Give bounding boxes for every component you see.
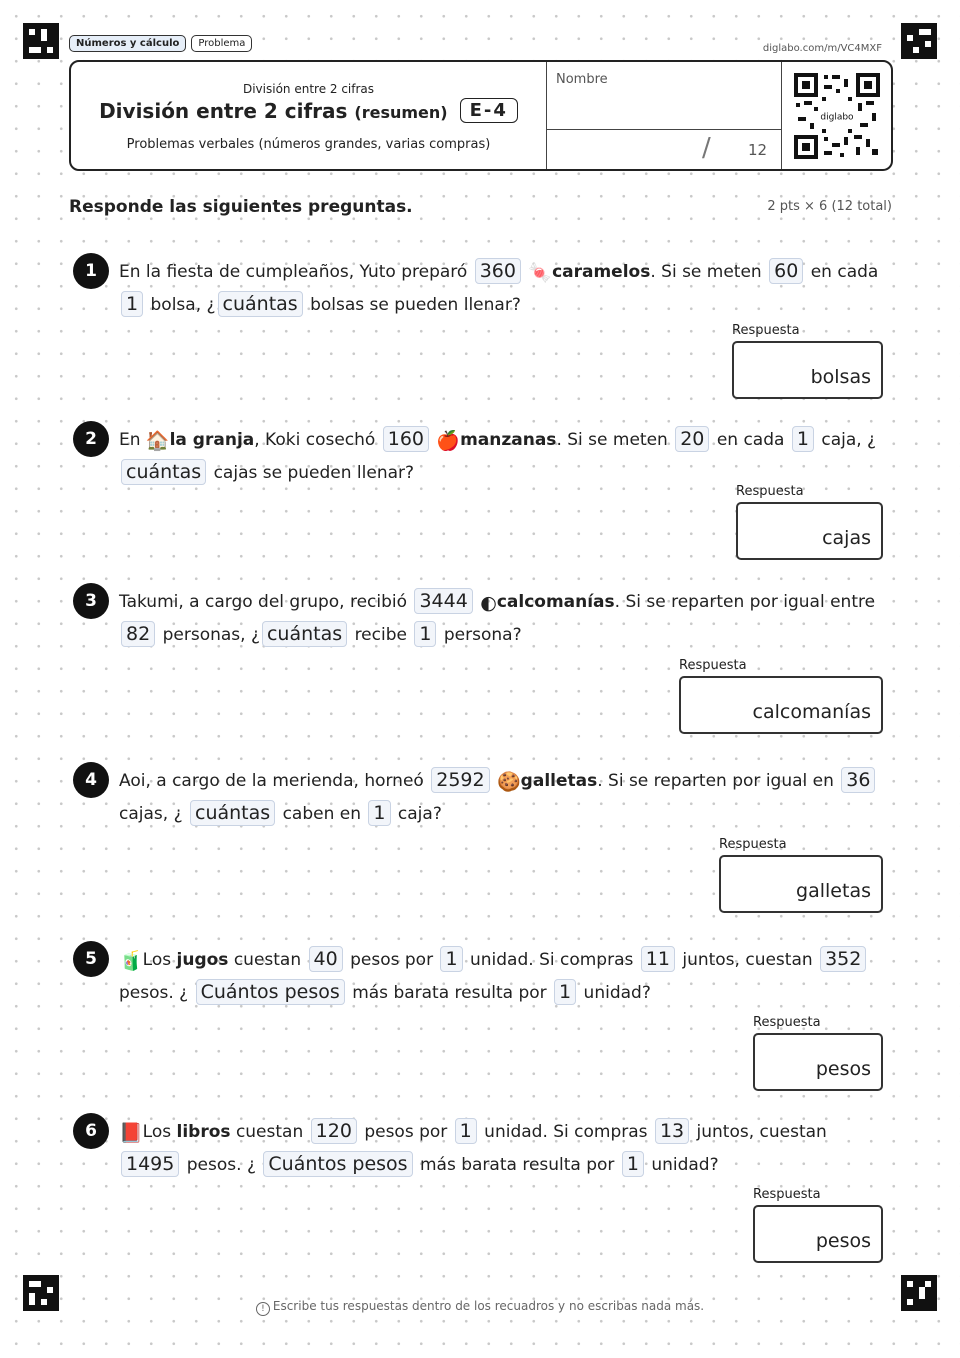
answer-box-1[interactable]: bolsas [732,341,883,399]
tag-category: Números y cálculo [69,35,186,52]
answer-label: Respuesta [719,837,787,852]
candy-icon: 🍬 [528,262,553,284]
value-chip: 20 [675,426,709,452]
worksheet-header [69,60,893,171]
score-field[interactable] [546,129,782,169]
worksheet-code: E-4 [460,98,518,123]
footer-note [0,1299,960,1316]
name-field[interactable] [546,62,782,130]
value-chip: 36 [841,767,875,793]
value-chip: cuántas [218,291,303,317]
title-block [71,62,546,169]
corner-marker-top-left [23,23,59,59]
question-number: 6 [73,1113,109,1149]
answer-label: Respuesta [753,1187,821,1202]
value-chip: 360 [475,258,521,284]
answer-box-5[interactable]: pesos [753,1033,883,1091]
value-chip: Cuántos pesos [263,1151,412,1177]
value-chip: 1 [455,1118,477,1144]
value-chip: 1 [440,946,462,972]
question-text: Aoi, a cargo de la merienda, horneó 2592 🍪galletas. Si se reparten por igual en 36 cajas, ¿ cuántas caben en 1 caja? [119,765,889,831]
answer-label: Respuesta [753,1015,821,1030]
question-text: 📕Los libros cuestan 120 pesos por 1 unidad. Si compras 13 juntos, cuestan 1495 pesos. ¿ Cuántos pesos más barata resulta por 1 unidad? [119,1120,827,1175]
answer-label: Respuesta [732,323,800,338]
answer-box-4[interactable]: galletas [719,855,883,913]
worksheet-description: Problemas verbales (números grandes, varias compras) [126,137,491,152]
value-chip: 1 [554,979,576,1005]
cookie-icon: 🍪 [497,771,521,793]
info-icon: ! [256,1302,270,1316]
score-total: 12 [748,141,768,159]
value-chip: cuántas [190,800,275,826]
value-chip: 1 [121,291,143,317]
value-chip: 82 [121,621,155,647]
value-chip: 352 [820,946,866,972]
answer-box-2[interactable]: cajas [736,502,883,560]
answer-label: Respuesta [679,658,747,673]
question-text: En la fiesta de cumpleaños, Yuto preparó 360 🍬caramelos. Si se meten 60 en cada 1 bolsa, ¿ cuántas bolsas se pueden llenar? [119,260,879,315]
qr-area [781,62,892,169]
question-text: 🧃Los jugos cuestan 40 pesos por 1 unidad. Si compras 11 juntos, cuestan 352 pesos. ¿ Cuántos pesos más barata resulta por 1 unidad? [119,944,889,1010]
instructions: Responde las siguientes preguntas. [69,197,413,217]
question-number: 3 [73,583,109,619]
qr-code[interactable] [794,73,880,159]
value-chip: 60 [769,258,803,284]
question-text: En 🏠la granja, Koki cosechó 160 🍎manzanas. Si se meten 20 en cada 1 caja, ¿cuántas cajas se pueden llenar? [119,428,877,483]
answer-label: Respuesta [736,484,804,499]
value-chip: cuántas [121,459,206,485]
value-chip: 2592 [431,767,489,793]
question-number: 5 [73,941,109,977]
points-info: 2 pts × 6 (12 total) [767,199,892,214]
worksheet-title: División entre 2 cifras (resumen) [99,98,448,123]
value-chip: 40 [309,946,343,972]
question-number: 1 [73,253,109,289]
site-url[interactable]: diglabo.com/m/VC4MXF [762,43,882,54]
barn-icon: 🏠 [145,430,170,452]
juice-icon: 🧃 [119,950,143,972]
answer-box-3[interactable]: calcomanías [679,676,883,734]
value-chip: 1 [414,621,436,647]
question-number: 2 [73,421,109,457]
value-chip: Cuántos pesos [196,979,345,1005]
value-chip: 1 [792,426,814,452]
name-label: Nombre [556,72,608,87]
question-text: Takumi, a cargo del grupo, recibió 3444 ◐calcomanías. Si se reparten por igual entre 82 personas, ¿ cuántas recibe 1 persona? [119,590,876,645]
value-chip: cuántas [262,621,347,647]
category-tags [69,35,252,52]
sticker-icon: ◐ [480,592,497,614]
value-chip: 160 [383,426,429,452]
value-chip: 11 [641,946,675,972]
worksheet-subtitle: División entre 2 cifras [242,82,375,96]
corner-marker-top-right [901,23,937,59]
book-icon: 📕 [119,1122,143,1144]
value-chip: 1 [368,800,390,826]
value-chip: 13 [655,1118,689,1144]
apple-icon: 🍎 [436,430,461,452]
value-chip: 120 [311,1118,357,1144]
value-chip: 3444 [414,588,472,614]
score-slash: / [702,133,711,163]
value-chip: 1 [622,1151,644,1177]
title-suffix: (resumen) [354,102,448,122]
question-number: 4 [73,762,109,798]
tag-type: Problema [191,35,252,52]
footer-text: Escribe tus respuestas dentro de los recuadros y no escribas nada más. [272,1299,705,1313]
value-chip: 1495 [121,1151,179,1177]
qr-label: diglabo [820,112,854,123]
answer-box-6[interactable]: pesos [753,1205,883,1263]
